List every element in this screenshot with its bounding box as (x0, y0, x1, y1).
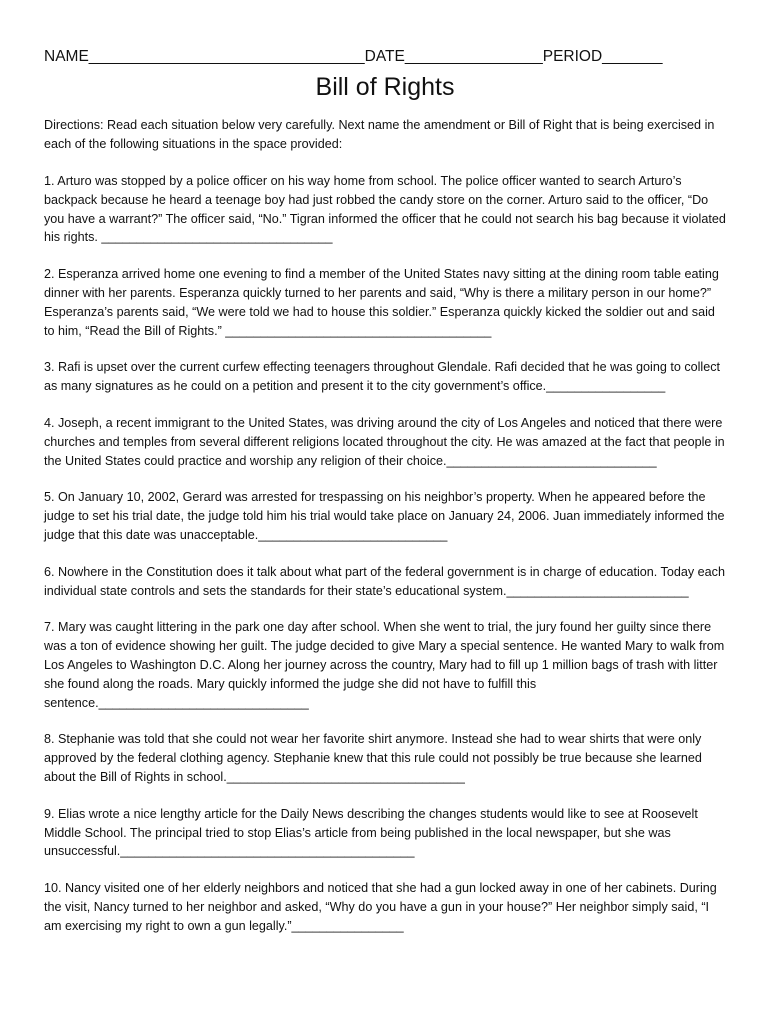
question-7: 7. Mary was caught littering in the park one day after school. When she went to trial, the jury found her guilty since there was a ton of evidence showing her guilt. The judge decided to give Mary a special sentence. He wanted Mary to walk from Los Angeles to Washington D.C. Along her journey across the country, Mary had to fill up 1 million bags of trash with litter she found along the roads. Mary quickly informed the judge she did not have to fulfill this sentence.______________________________ (44, 620, 725, 710)
question-10: 10. Nancy visited one of her elderly neighbors and noticed that she had a gun locked away in one of her cabinets. During the visit, Nancy turned to her neighbor and asked, “Why do you have a gun in your house?” Her neighbor simply said, “I am exercising my right to own a gun legally.”________________ (44, 881, 717, 933)
directions-text: Directions: Read each situation below very carefully. Next name the amendment or Bill of Right that is being exercised in each of the following situations in the space provided: (44, 118, 715, 151)
question-8: 8. Stephanie was told that she could not wear her favorite shirt anymore. Instead she had to wear shirts that were only approved by the federal clothing agency. Stephanie knew that this rule could not possibly be true because she learned about the Bill of Rights in school.__________________________________ (44, 732, 702, 784)
worksheet-page (44, 48, 726, 936)
question-1: 1. Arturo was stopped by a police officer on his way home from school. The police officer wanted to search Arturo’s backpack because he heard a teenage boy had just robbed the candy store on the corner. Arturo said to the officer, “Do you have a warrant?” The officer said, “No.” Tigran informed the officer that he could not search his bag because it violated his rights. _________________________________ (44, 174, 726, 245)
question-6: 6. Nowhere in the Constitution does it talk about what part of the federal government is in charge of education. Today each individual state controls and sets the standards for their state’s educational system.__________________________ (44, 564, 725, 598)
question-2: 2. Esperanza arrived home one evening to find a member of the United States navy sitting at the dining room table eating dinner with her parents. Esperanza quickly turned to her parents and said, “Why is there a military person in our home?” Esperanza’s parents said, “We were told we had to house this soldier.” Esperanza quickly kicked the soldier out and said to him, “Read the Bill of Rights.” ______________________________________ (44, 267, 719, 338)
name-date-period-line: NAME________________________________DATE________________PERIOD_______ (44, 48, 663, 65)
question-4: 4. Joseph, a recent immigrant to the United States, was driving around the city of Los Angeles and noticed that there were churches and temples from several different religions located throughout the city. He was amazed at the fact that people in the United States could practice and worship any religion of their choice.______________________________ (44, 415, 725, 468)
question-9: 9. Elias wrote a nice lengthy article for the Daily News describing the changes students would like to see at Roosevelt Middle School. The principal tried to stop Elias’s article from being published in the local newspaper, but she was unsuccessful.__________________________________________ (44, 806, 698, 859)
page-title: Bill of Rights (315, 73, 455, 101)
question-3: 3. Rafi is upset over the current curfew effecting teenagers throughout Glendale. Rafi decided that he was going to collect as many signatures as he could on a petition and present it to the city government’s office._________________ (44, 360, 721, 394)
question-5: 5. On January 10, 2002, Gerard was arrested for trespassing on his neighbor’s property. When he appeared before the judge to set his trial date, the judge told him his trial would take place on January 24, 2006. Juan immediately informed the judge that this date was unacceptable.___________________________ (44, 490, 725, 542)
